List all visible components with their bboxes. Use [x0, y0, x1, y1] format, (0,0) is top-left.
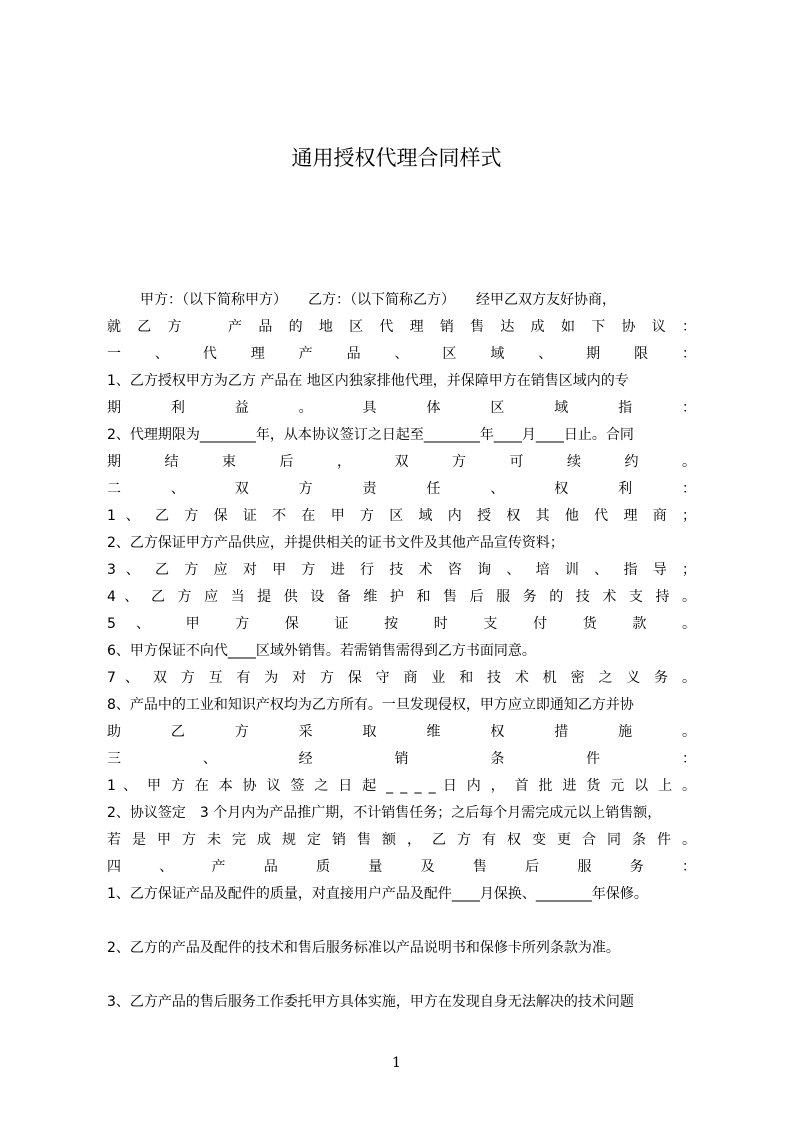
section-heading: 三 、 经 销 条 件 ： [107, 751, 696, 767]
body-line: 6、甲方保证不向代____区域外销售。若需销售需得到乙方书面同意。 [107, 643, 536, 659]
section-heading: 四 、 产 品 质 量 及 售 后 服 务 ： [107, 859, 696, 875]
body-line: 5 、 甲 方 保 证 按 时 支 付 货 款 。 [107, 616, 696, 632]
body-line: 3 、 乙 方 应 对 甲 方 进 行 技 术 咨 询 、 培 训 、 指 导 ； [107, 562, 696, 578]
body-line: 1、乙方保证产品及配件的质量，对直接用户产品及配件____月保换、________年保修。 [107, 886, 648, 902]
body-line: 2、乙方的产品及配件的技术和售后服务标准以产品说明书和保修卡所列条款为准。 [107, 940, 620, 956]
body-line: 期 利 益 。 具 体 区 域 指 ： [107, 400, 696, 416]
body-line: 就 乙 方 产 品 的 地 区 代 理 销 售 达 成 如 下 协 议 ： [107, 319, 696, 335]
body-line: 助 乙 方 采 取 维 权 措 施 。 [107, 724, 696, 740]
body-line: 甲方：（以下简称甲方） 乙方：（以下简称乙方） 经甲乙双方友好协商， [140, 292, 616, 308]
body-line: 7 、 双 方 互 有 为 对 方 保 守 商 业 和 技 术 机 密 之 义 务 。 [107, 670, 696, 686]
document-title: 通用授权代理合同样式 [291, 146, 502, 170]
body-line: 1 、 甲 方 在 本 协 议 签 之 日 起 _ _ _ _ 日 内 ， 首 批 进 货 元 以 上 。 [107, 778, 696, 794]
body-line: 2、协议签定 3 个月内为产品推广期，不计销售任务；之后每个月需完成元以上销售额， [107, 805, 662, 821]
body-line: 若 是 甲 方 未 完 成 规 定 销 售 额 ， 乙 方 有 权 变 更 合 同 条 件 。 [107, 832, 696, 848]
body-line: 2、代理期限为________年，从本协议签订之日起至________年____月____日止。合同 [107, 427, 634, 443]
body-line: 8、产品中的工业和知识产权均为乙方所有。一旦发现侵权，甲方应立即通知乙方并协 [107, 697, 634, 713]
section-heading: 一 、 代 理 产 品 、 区 域 、 期 限 ： [107, 346, 696, 362]
page-number: 1 [392, 1055, 401, 1071]
body-line: 2、乙方保证甲方产品供应，并提供相关的证书文件及其他产品宣传资料； [107, 535, 564, 551]
body-line: 4 、 乙 方 应 当 提 供 设 备 维 护 和 售 后 服 务 的 技 术 支 持 。 [107, 589, 696, 605]
body-line: 1、乙方授权甲方为乙方 产品在 地区内独家排他代理，并保障甲方在销售区域内的专 [107, 373, 629, 389]
body-line: 3、乙方产品的售后服务工作委托甲方具体实施，甲方在发现自身无法解决的技术问题 [107, 994, 634, 1010]
body-line: 1 、 乙 方 保 证 不 在 甲 方 区 域 内 授 权 其 他 代 理 商 ； [107, 508, 696, 524]
section-heading: 二 、 双 方 责 任 、 权 利 ： [107, 481, 696, 497]
body-line: 期 结 束 后 ， 双 方 可 续 约 。 [107, 454, 696, 470]
